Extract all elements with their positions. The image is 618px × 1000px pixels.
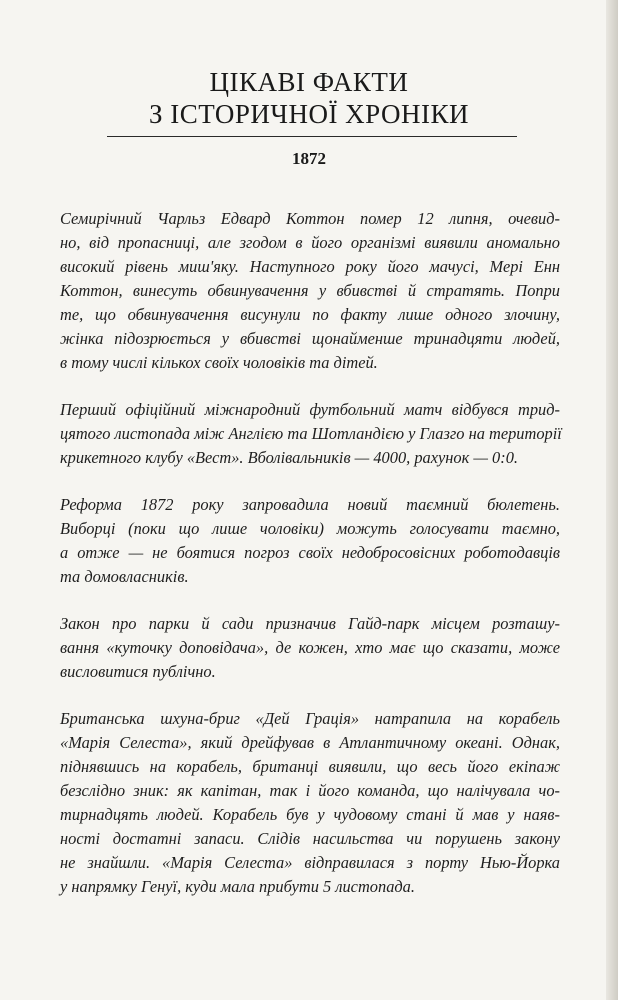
text-line: Закон про парки й сади призначив Гайд-парк місцем розташу- [60, 614, 560, 633]
text-line: а отже — не боятися погроз своїх недобросовісних роботодавців [60, 543, 560, 562]
paragraph-3 [60, 493, 560, 589]
text-line: крикетного клубу «Вест». Вболівальників — 4000, рахунок — 0:0. [60, 448, 518, 467]
text-line: тирнадцять людей. Корабель був у чудовому стані й мав у наяв- [60, 805, 560, 824]
text-line: Семирічний Чарльз Едвард Коттон помер 12 липня, очевид- [60, 209, 560, 228]
text-line: у напрямку Генуї, куди мала прибути 5 листопада. [60, 877, 415, 896]
paragraph-4 [60, 612, 560, 684]
text-line: в тому числі кількох своїх чоловіків та дітей. [60, 353, 378, 372]
year-heading: 1872 [292, 149, 326, 168]
text-line: но, від пропасниці, але згодом в його організмі виявили аномально [60, 233, 560, 252]
text-line: Британська шхуна-бриг «Дей Грація» натрапила на корабель [60, 709, 560, 728]
text-line: ності достатні запаси. Слідів насильства чи порушень закону [60, 829, 560, 848]
page-title-line-1: ЦІКАВІ ФАКТИ [209, 67, 409, 97]
text-line: Коттон, винесуть обвинувачення у вбивстві й стратять. Попри [60, 281, 560, 300]
text-line: «Марія Селеста», який дрейфував в Атлантичному океані. Однак, [60, 733, 560, 752]
text-line: те, що обвинувачення висунули по факту лише одного злочину, [60, 305, 560, 324]
text-line: та домовласників. [60, 567, 189, 586]
article-body [60, 207, 560, 922]
text-line: Перший офіційний міжнародний футбольний матч відбувся трид- [60, 400, 560, 419]
page-title [0, 66, 618, 130]
title-divider [107, 136, 517, 137]
text-line: висловитися публічно. [60, 662, 216, 681]
text-line: піднявшись на корабель, британці виявили, що весь його екіпаж [60, 757, 560, 776]
text-line: не знайшли. «Марія Селеста» відправилася з порту Нью-Йорка [60, 853, 560, 872]
paragraph-1 [60, 207, 560, 375]
paragraph-2 [60, 398, 560, 470]
text-line: безслідно зник: як капітан, так і його команда, що налічувала чо- [60, 781, 560, 800]
paragraph-5 [60, 707, 560, 899]
text-line: цятого листопада між Англією та Шотландією у Глазго на території [60, 424, 562, 443]
text-line: вання «куточку доповідача», де кожен, хто має що сказати, може [60, 638, 560, 657]
text-line: високий рівень миш'яку. Наступного року його мачусі, Мері Енн [60, 257, 560, 276]
text-line: Виборці (поки що лише чоловіки) можуть голосувати таємно, [60, 519, 560, 538]
text-line: Реформа 1872 року запровадила новий таємний бюлетень. [60, 495, 560, 514]
text-line: жінка підозрюється у вбивстві щонайменше тринадцяти людей, [60, 329, 560, 348]
page-title-line-2: З ІСТОРИЧНОЇ ХРОНІКИ [148, 99, 470, 129]
